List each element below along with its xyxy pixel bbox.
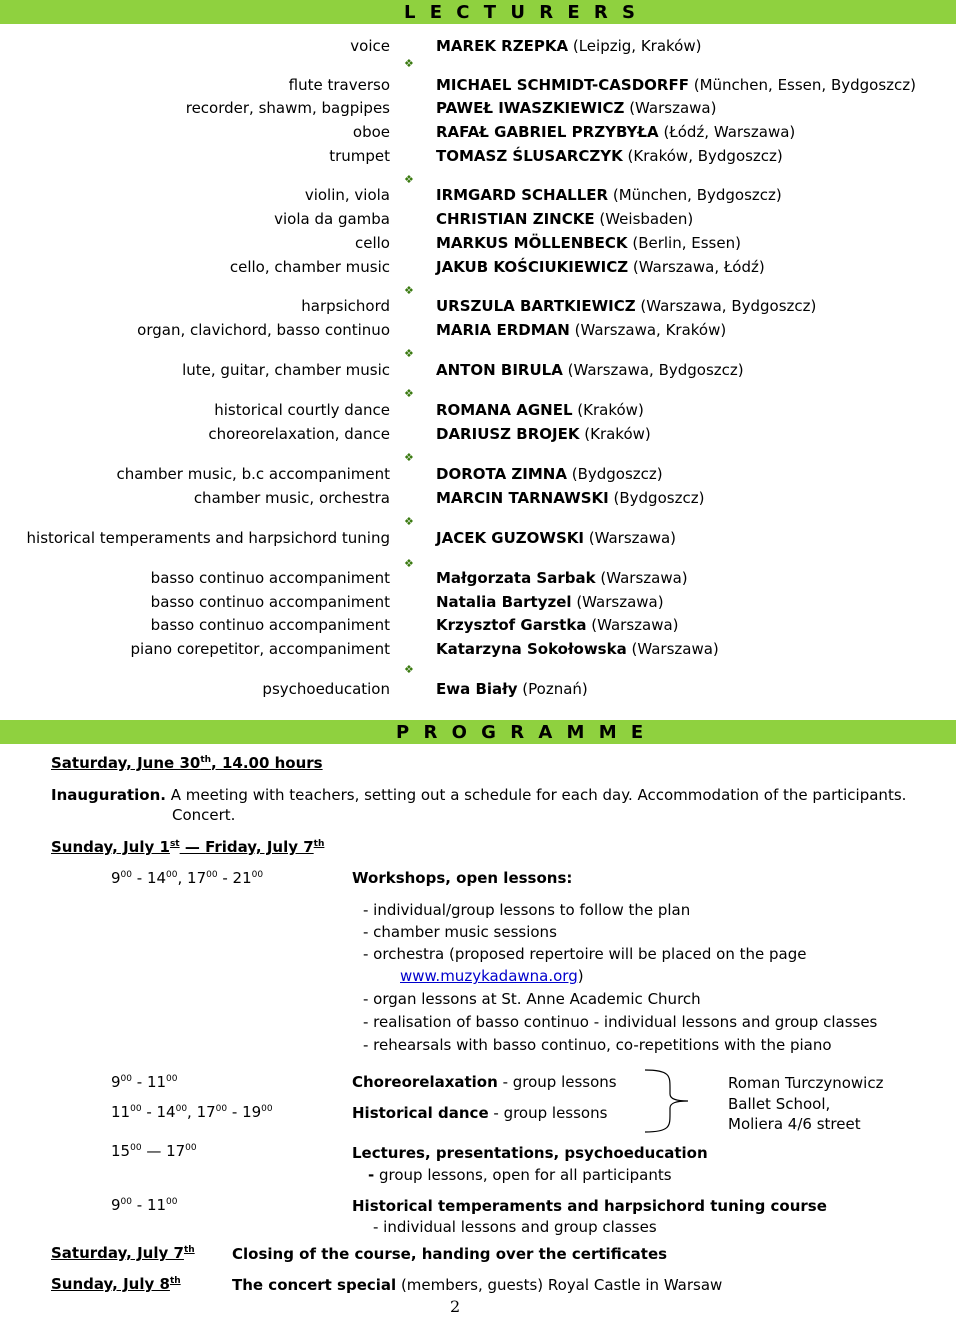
lecturer-city: (Warszawa) xyxy=(600,569,688,587)
brace-icon xyxy=(640,1068,700,1134)
diamond-bullet-icon: ❖ xyxy=(404,451,414,464)
workshop-item-1: - individual/group lessons to follow the plan xyxy=(363,901,691,919)
lecturer-city: (Kraków) xyxy=(577,401,644,419)
lecturer-instrument: psychoeducation xyxy=(262,680,390,698)
lecturer-city: (Warszawa) xyxy=(629,99,717,117)
lecturer-instrument: trumpet xyxy=(329,147,390,165)
lecturer-instrument: basso continuo accompaniment xyxy=(150,616,390,634)
diamond-bullet-icon: ❖ xyxy=(404,173,414,186)
lecturer-instrument: cello xyxy=(355,234,390,252)
concert-line: Concert. xyxy=(172,806,236,824)
venue-line-1: Roman Turczynowicz xyxy=(728,1074,884,1092)
lecturer-row xyxy=(436,320,726,340)
lecturer-name: IRMGARD SCHALLER xyxy=(436,186,609,204)
lecturer-instrument: chamber music, orchestra xyxy=(193,489,390,507)
lecturer-city: (Łódź, Warszawa) xyxy=(663,123,796,141)
lecturer-city: (München, Essen, Bydgoszcz) xyxy=(693,76,916,94)
lectures-sub: - group lessons, open for all participants xyxy=(368,1166,672,1184)
lecturer-name: Ewa Biały xyxy=(436,680,518,698)
day-saturday-july-7: Saturday, July 7th xyxy=(51,1244,195,1262)
week-range: Sunday, July 1st — Friday, July 7th xyxy=(51,838,325,856)
lecturer-instrument: flute traverso xyxy=(288,76,390,94)
choreo-time: $9^{00} - 11^{00}$ xyxy=(111,1073,178,1091)
workshop-times: $9^{00} - 14^{00}$, $17^{00} - 21^{00}$ xyxy=(111,869,264,887)
lectures-time: $15^{00}$ — $17^{00}$ xyxy=(111,1142,197,1160)
lecturer-city: (Berlin, Essen) xyxy=(632,234,741,252)
lecturer-instrument: chamber music, b.c accompaniment xyxy=(116,465,390,483)
day-saturday-june-30: Saturday, June 30th, 14.00 hours xyxy=(51,754,323,772)
lectures-title: Lectures, presentations, psychoeducation xyxy=(352,1144,708,1162)
venue-line-3: Moliera 4/6 street xyxy=(728,1115,861,1133)
lecturer-name: JACEK GUZOWSKI xyxy=(436,529,584,547)
lecturer-name: MICHAEL SCHMIDT-CASDORFF xyxy=(436,76,689,94)
lecturer-row xyxy=(436,360,744,380)
lecturer-city: (Bydgoszcz) xyxy=(571,465,663,483)
tuning-time: $9^{00} - 11^{00}$ xyxy=(111,1196,178,1214)
lecturer-name: PAWEŁ IWASZKIEWICZ xyxy=(436,99,625,117)
lecturer-row xyxy=(436,257,765,277)
workshop-item-5: - realisation of basso continuo - individual lessons and group classes xyxy=(363,1013,878,1031)
workshop-item-6: - rehearsals with basso continuo, co-repetitions with the piano xyxy=(363,1036,832,1054)
lecturer-row xyxy=(436,146,783,166)
lecturer-instrument: choreorelaxation, dance xyxy=(208,425,390,443)
lecturer-row xyxy=(436,592,664,612)
lecturer-name: Natalia Bartyzel xyxy=(436,593,572,611)
lecturer-instrument: violin, viola xyxy=(304,186,390,204)
lecturer-name: MARKUS MÖLLENBECK xyxy=(436,234,628,252)
lecturer-city: (Warszawa, Bydgoszcz) xyxy=(640,297,817,315)
lecturer-instrument: harpsichord xyxy=(301,297,390,315)
lecturer-row xyxy=(436,400,644,420)
diamond-bullet-icon: ❖ xyxy=(404,347,414,360)
lecturer-instrument: basso continuo accompaniment xyxy=(150,569,390,587)
diamond-bullet-icon: ❖ xyxy=(404,57,414,70)
lecturer-row xyxy=(436,639,719,659)
dance-line: Historical dance - group lessons xyxy=(352,1104,608,1122)
dance-time: $11^{00} - 14^{00}$, $17^{00} - 19^{00}$ xyxy=(111,1103,273,1121)
lecturer-name: Katarzyna Sokołowska xyxy=(436,640,627,658)
workshop-item-3: - orchestra (proposed repertoire will be placed on the page xyxy=(363,945,807,963)
lecturer-name: DARIUSZ BROJEK xyxy=(436,425,580,443)
workshop-item-2: - chamber music sessions xyxy=(363,923,557,941)
lecturer-name: Krzysztof Garstka xyxy=(436,616,587,634)
page-number: 2 xyxy=(450,1297,461,1316)
lecturer-row xyxy=(436,568,688,588)
muzykadawna-link[interactable]: www.muzykadawna.org xyxy=(400,967,578,985)
lecturer-city: (Warszawa, Kraków) xyxy=(574,321,727,339)
lecturer-instrument: historical temperaments and harpsichord tuning xyxy=(26,529,390,547)
lecturer-name: MARCIN TARNAWSKI xyxy=(436,489,609,507)
diamond-bullet-icon: ❖ xyxy=(404,284,414,297)
lecturer-city: (Poznań) xyxy=(522,680,588,698)
closing-line: Closing of the course, handing over the certificates xyxy=(232,1245,668,1263)
lecturer-name: DOROTA ZIMNA xyxy=(436,465,567,483)
lecturer-city: (Kraków) xyxy=(584,425,651,443)
inauguration-line: Inauguration. A meeting with teachers, setting out a schedule for each day. Accommodation of the participants. xyxy=(51,786,907,804)
lecturer-city: (Kraków, Bydgoszcz) xyxy=(627,147,783,165)
lecturer-row xyxy=(436,98,716,118)
lecturer-instrument: basso continuo accompaniment xyxy=(150,593,390,611)
programme-heading: P R O G R A M M E xyxy=(396,722,648,743)
workshop-item-4: - organ lessons at St. Anne Academic Church xyxy=(363,990,701,1008)
lecturer-row xyxy=(436,679,588,699)
tuning-title: Historical temperaments and harpsichord tuning course xyxy=(352,1197,827,1215)
lecturer-instrument: recorder, shawm, bagpipes xyxy=(185,99,390,117)
concert-special-line: The concert special (members, guests) Royal Castle in Warsaw xyxy=(232,1276,723,1294)
lecturer-row xyxy=(436,488,704,508)
lecturer-city: (Warszawa, Bydgoszcz) xyxy=(567,361,744,379)
lecturer-city: (Bydgoszcz) xyxy=(613,489,705,507)
lecturer-instrument: organ, clavichord, basso continuo xyxy=(137,321,390,339)
lecturer-name: ANTON BIRULA xyxy=(436,361,563,379)
lecturer-instrument: voice xyxy=(350,37,390,55)
lecturer-city: (Warszawa) xyxy=(631,640,719,658)
lecturer-row xyxy=(436,424,651,444)
lecturer-instrument: oboe xyxy=(352,123,390,141)
lecturer-row xyxy=(436,209,693,229)
lecturer-name: CHRISTIAN ZINCKE xyxy=(436,210,595,228)
lecturer-instrument: cello, chamber music xyxy=(229,258,390,276)
lecturer-name: MAREK RZEPKA xyxy=(436,37,569,55)
lecturer-instrument: piano corepetitor, accompaniment xyxy=(130,640,390,658)
lecturer-row xyxy=(436,75,916,95)
lecturer-instrument: historical courtly dance xyxy=(214,401,390,419)
lecturer-city: (Warszawa) xyxy=(588,529,677,547)
lecturer-row xyxy=(436,615,679,635)
lecturer-city: (Weisbaden) xyxy=(599,210,694,228)
tuning-sub: - individual lessons and group classes xyxy=(373,1218,657,1236)
diamond-bullet-icon: ❖ xyxy=(404,663,414,676)
diamond-bullet-icon: ❖ xyxy=(404,557,414,570)
lecturer-city: (München, Bydgoszcz) xyxy=(612,186,782,204)
workshops-title: Workshops, open lessons: xyxy=(352,869,573,887)
lecturer-name: URSZULA BARTKIEWICZ xyxy=(436,297,636,315)
diamond-bullet-icon: ❖ xyxy=(404,515,414,528)
lecturer-name: JAKUB KOŚCIUKIEWICZ xyxy=(436,258,629,276)
lecturer-row xyxy=(436,185,782,205)
lecturer-city: (Warszawa) xyxy=(591,616,679,634)
lecturer-row xyxy=(436,233,741,253)
lecturer-instrument: viola da gamba xyxy=(274,210,390,228)
lecturer-city: (Warszawa) xyxy=(576,593,664,611)
diamond-bullet-icon: ❖ xyxy=(404,387,414,400)
lecturer-row xyxy=(436,296,816,316)
lecturer-name: TOMASZ ŚLUSARCZYK xyxy=(436,147,623,165)
day-sunday-july-8: Sunday, July 8th xyxy=(51,1275,181,1293)
lecturers-heading: L E C T U R E R S xyxy=(404,2,639,23)
lecturer-name: Małgorzata Sarbak xyxy=(436,569,596,587)
venue-line-2: Ballet School, xyxy=(728,1095,831,1113)
lecturer-name: MARIA ERDMAN xyxy=(436,321,570,339)
lecturer-row xyxy=(436,528,676,548)
lecturer-row xyxy=(436,36,701,56)
lecturer-row xyxy=(436,122,795,142)
lecturer-instrument: lute, guitar, chamber music xyxy=(182,361,390,379)
lecturer-name: RAFAŁ GABRIEL PRZYBYŁA xyxy=(436,123,659,141)
workshop-link-line: www.muzykadawna.org) xyxy=(400,967,584,985)
lecturer-city: (Leipzig, Kraków) xyxy=(572,37,702,55)
choreo-line: Choreorelaxation - group lessons xyxy=(352,1073,617,1091)
lecturer-city: (Warszawa, Łódź) xyxy=(632,258,765,276)
lecturer-row xyxy=(436,464,663,484)
lecturer-name: ROMANA AGNEL xyxy=(436,401,573,419)
